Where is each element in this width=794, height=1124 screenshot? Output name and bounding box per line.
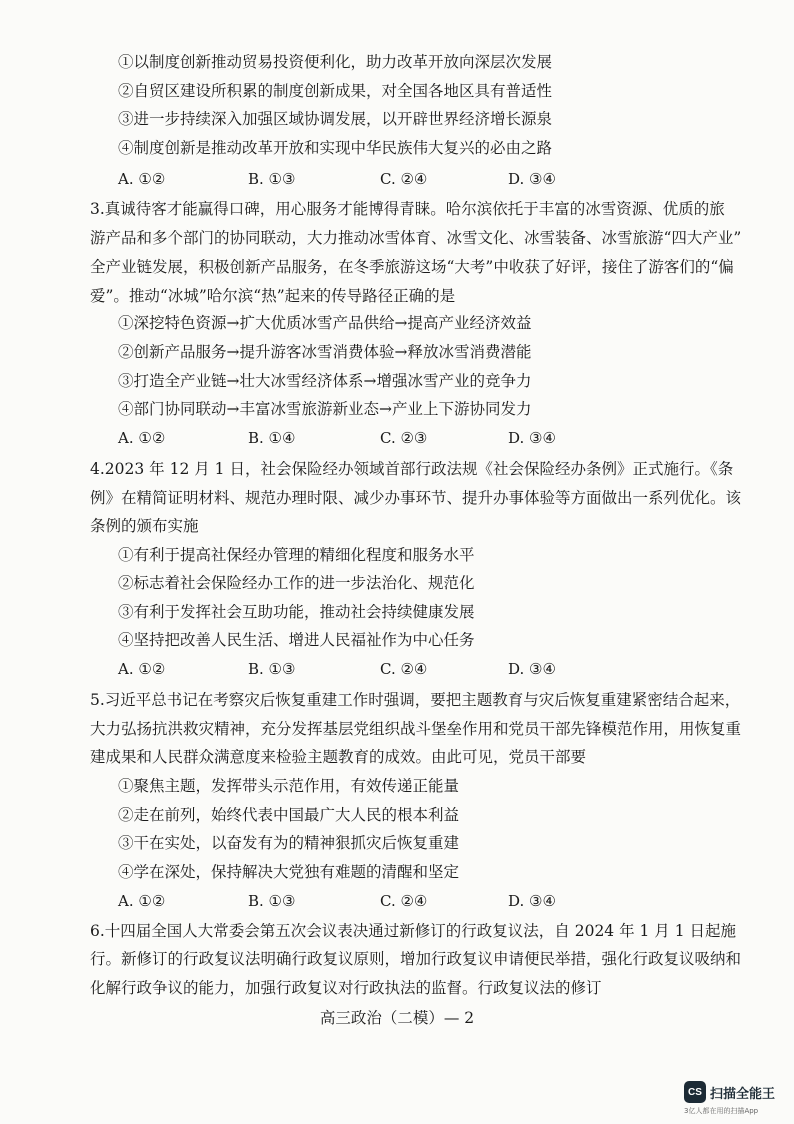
q5-stem-line-3: 建成果和人民群众满意度来检验主题教育的成效。由此可见，党员干部要	[90, 748, 587, 766]
q5-option-4: ④学在深处，保持解决大党独有难题的清醒和坚定	[118, 863, 460, 881]
q4-choice-d: D. ③④	[508, 660, 556, 678]
q4-choice-b: B. ①③	[248, 660, 296, 678]
q6-stem-line-2: 行。新修订的行政复议法明确行政复议原则，增加行政复议申请便民举措，强化行政复议吸纳和	[90, 950, 742, 968]
q5-choice-c: C. ②④	[380, 892, 428, 910]
q3-stem-line-2: 游产品和多个部门的协同联动，大力推动冰雪体育、冰雪文化、冰雪装备、冰雪旅游“四大产业”	[90, 229, 742, 247]
q5-option-2: ②走在前列，始终代表中国最广大人民的根本利益	[118, 806, 460, 824]
q4-stem-line-3: 条例的颁布实施	[90, 517, 199, 535]
q5-stem-line-1: 5.习近平总书记在考察灾后恢复重建工作时强调，要把主题教育与灾后恢复重建紧密结合起来，	[90, 691, 741, 709]
q3-choice-b: B. ①④	[248, 429, 296, 447]
q5-option-3: ③干在实处，以奋发有为的精神狠抓灾后恢复重建	[118, 834, 460, 852]
q4-choice-c: C. ②④	[380, 660, 428, 678]
q5-choice-d: D. ③④	[508, 892, 556, 910]
q3-stem-line-3: 全产业链发展，积极创新产品服务，在冬季旅游这场“大考”中收获了好评，接住了游客们的“偏	[90, 258, 734, 276]
q2-option-1: ①以制度创新推动贸易投资便利化，助力改革开放向深层次发展	[118, 53, 553, 71]
q3-stem-line-4: 爱”。推动“冰城”哈尔滨“热”起来的传导路径正确的是	[90, 287, 456, 305]
q4-stem-line-1: 4.2023 年 12 月 1 日，社会保险经办领域首部行政法规《社会保险经办条例》正式施行。《条	[90, 460, 734, 478]
q3-option-1: ①深挖特色资源→扩大优质冰雪产品供给→提高产业经济效益	[118, 314, 532, 332]
q4-option-3: ③有利于发挥社会互助功能，推动社会持续健康发展	[118, 603, 475, 621]
q2-choice-c: C. ②④	[380, 170, 428, 188]
brand-tagline: 3亿人都在用的扫描App	[684, 1107, 759, 1115]
scanner-watermark	[684, 1081, 784, 1117]
q2-option-4: ④制度创新是推动改革开放和实现中华民族伟大复兴的必由之路	[118, 139, 553, 157]
q4-choice-a: A. ①②	[118, 660, 166, 678]
q3-option-4: ④部门协同联动→丰富冰雪旅游新业态→产业上下游协同发力	[118, 400, 532, 418]
q2-option-3: ③进一步持续深入加强区域协调发展，以开辟世界经济增长源泉	[118, 110, 553, 128]
q3-option-2: ②创新产品服务→提升游客冰雪消费体验→释放冰雪消费潜能	[118, 343, 532, 361]
page-footer: 高三政治（二模）— 2	[319, 1009, 475, 1027]
q6-stem-line-3: 化解行政争议的能力，加强行政复议对行政执法的监督。行政复议法的修订	[90, 979, 602, 997]
q2-option-2: ②自贸区建设所积累的制度创新成果，对全国各地区具有普适性	[118, 82, 553, 100]
q2-choice-a: A. ①②	[118, 170, 166, 188]
q6-stem-line-1: 6.十四届全国人大常委会第五次会议表决通过新修订的行政复议法，自 2024 年 1 月 1 日起施	[90, 922, 737, 940]
q2-choice-d: D. ③④	[508, 170, 556, 188]
q4-stem-line-2: 例》在精简证明材料、规范办理时限、减少办事环节、提升办事体验等方面做出一系列优化。该	[90, 489, 742, 507]
q2-choice-b: B. ①③	[248, 170, 296, 188]
q3-option-3: ③打造全产业链→壮大冰雪经济体系→增强冰雪产业的竞争力	[118, 372, 532, 390]
q5-option-1: ①聚焦主题，发挥带头示范作用，有效传递正能量	[118, 777, 460, 795]
q3-choice-a: A. ①②	[118, 429, 166, 447]
q5-choice-a: A. ①②	[118, 892, 166, 910]
q3-choice-d: D. ③④	[508, 429, 556, 447]
q5-stem-line-2: 大力弘扬抗洪救灾精神，充分发挥基层党组织战斗堡垒作用和党员干部先锋模范作用，用恢复重	[90, 720, 742, 738]
q4-option-2: ②标志着社会保险经办工作的进一步法治化、规范化	[118, 574, 475, 592]
q3-stem-line-1: 3.真诚待客才能赢得口碑，用心服务才能博得青睐。哈尔滨依托于丰富的冰雪资源、优质的旅	[90, 200, 725, 218]
brand-name: 扫描全能王	[710, 1087, 776, 1102]
q3-choice-c: C. ②③	[380, 429, 428, 447]
q4-option-1: ①有利于提高社保经办管理的精细化程度和服务水平	[118, 546, 475, 564]
q5-choice-b: B. ①③	[248, 892, 296, 910]
q4-option-4: ④坚持把改善人民生活、增进人民福祉作为中心任务	[118, 631, 475, 649]
camscanner-logo-icon: CS	[684, 1081, 706, 1103]
